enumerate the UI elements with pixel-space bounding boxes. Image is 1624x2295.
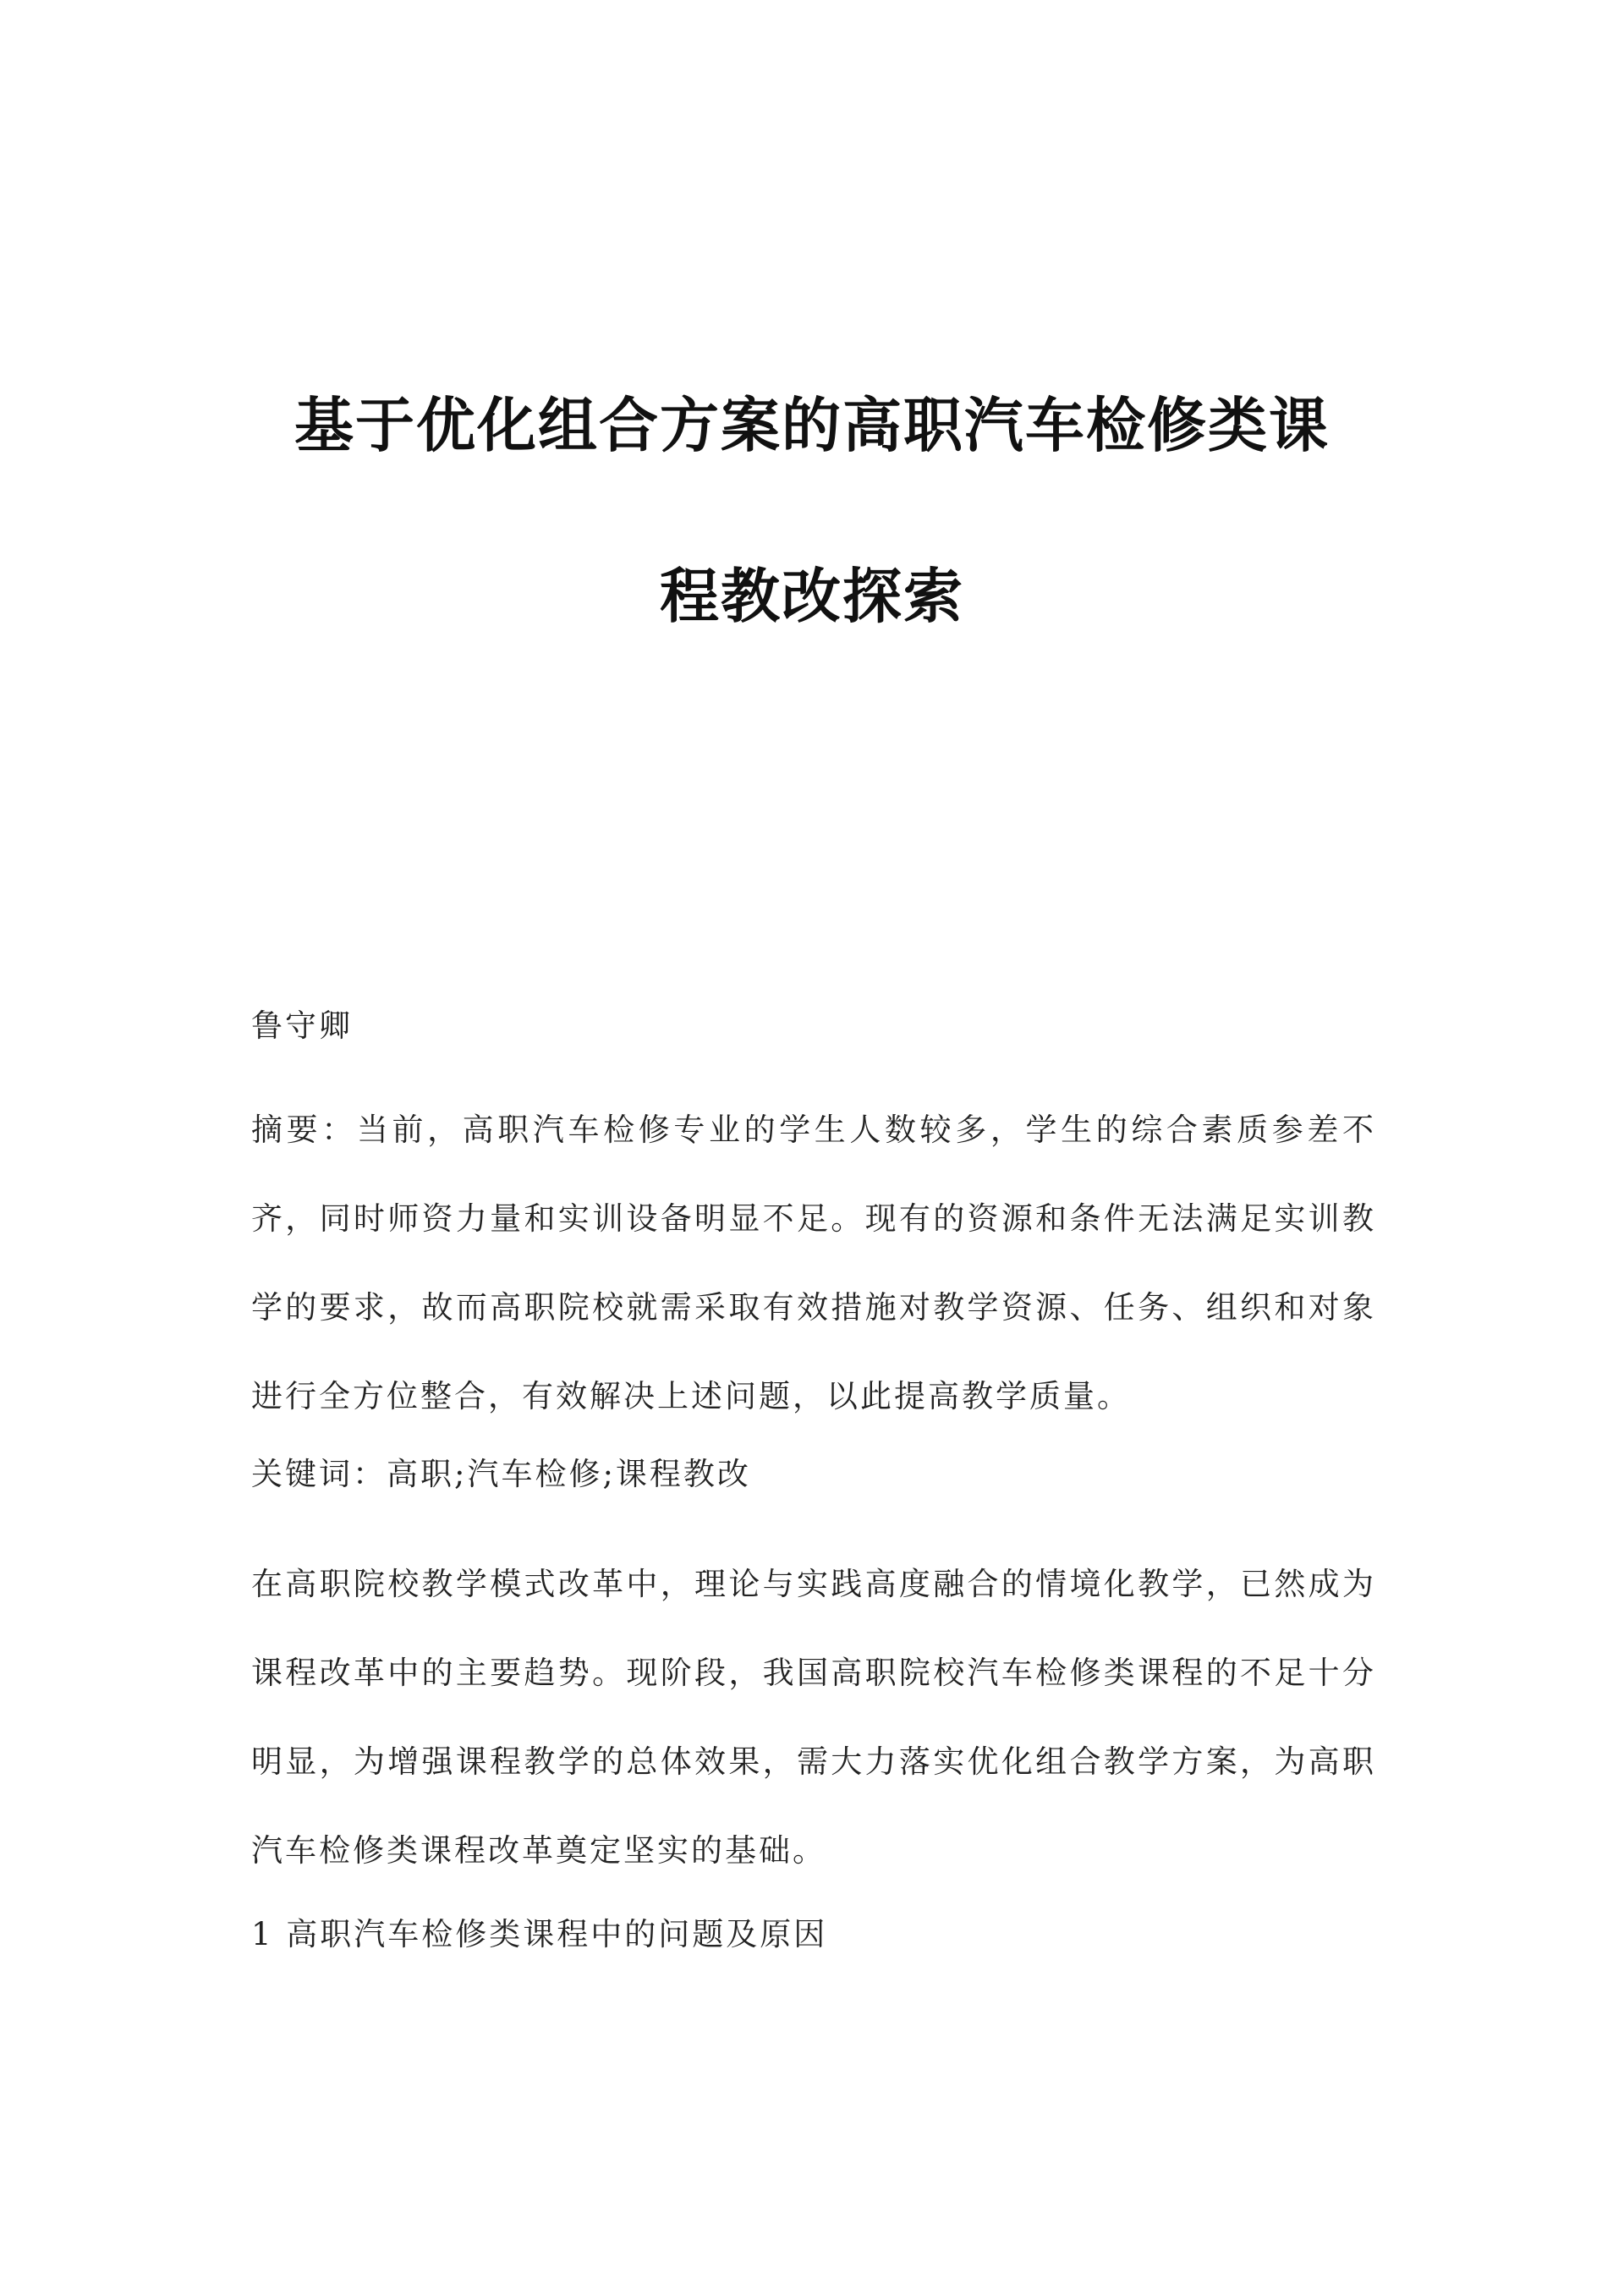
intro-paragraph: 在高职院校教学模式改革中，理论与实践高度融合的情境化教学，已然成为课程改革中的主要趋势。现阶段，我国高职院校汽车检修类课程的不足十分明显，为增强课程教学的总体效果，需大力落实优化组合教学方案，为高职汽车检修类课程改革奠定坚实的基础。 [251,1566,1376,1869]
author-name: 鲁守卿 [251,1007,353,1044]
keywords-line: 关键词：高职;汽车检修;课程教改 [251,1456,751,1492]
document-title-line-1: 基于优化组合方案的高职汽车检修类课 [294,390,1330,460]
document-title-line-2: 程教改探索 [660,561,964,631]
abstract-paragraph: 摘要：当前，高职汽车检修专业的学生人数较多，学生的综合素质参差不齐，同时师资力量和实训设备明显不足。现有的资源和条件无法满足实训教学的要求，故而高职院校就需采取有效措施对教学资源、任务、组织和对象进行全方位整合，有效解决上述问题，以此提高教学质量。 [251,1112,1376,1414]
section-heading: 1 高职汽车检修类课程中的问题及原因 [251,1916,828,1952]
